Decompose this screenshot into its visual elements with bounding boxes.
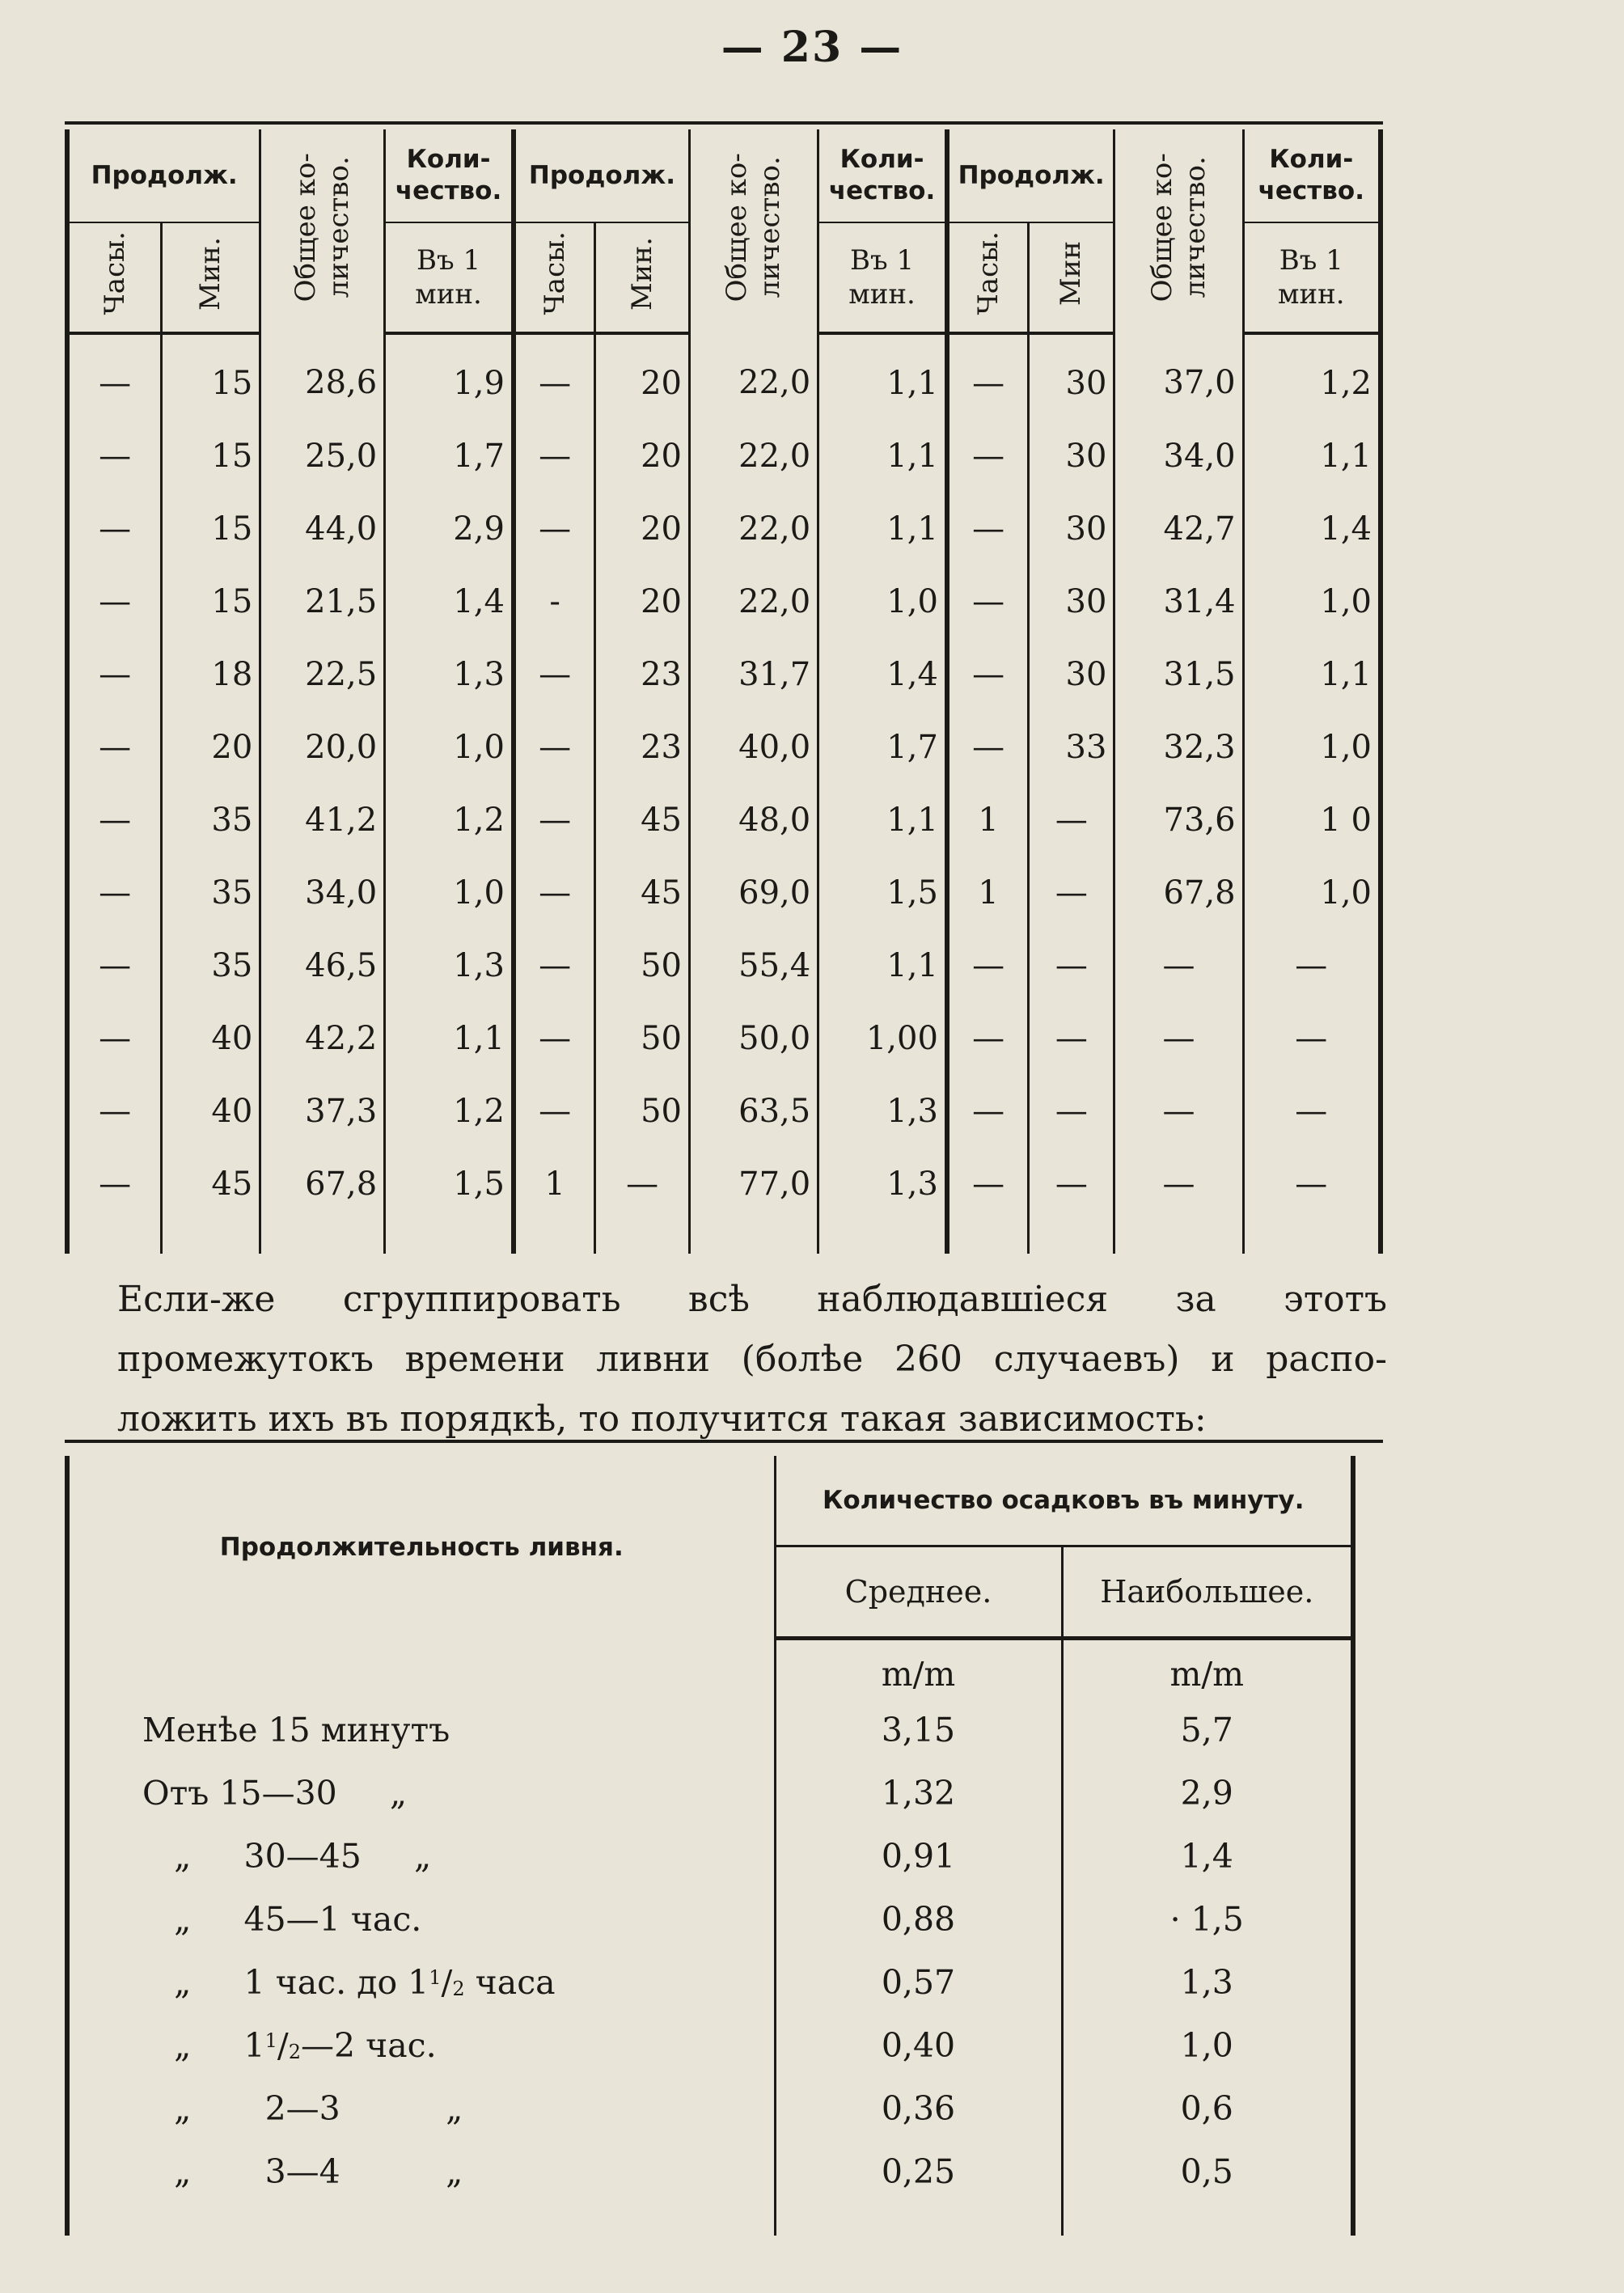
table-cell: 20,0 — [260, 711, 385, 784]
table-cell: 2,9 — [385, 493, 514, 565]
table-cell: 73,6 — [1114, 784, 1243, 857]
duration-label: Менѣе 15 минутъ — [67, 1699, 775, 1762]
header-max: Наибольшее. — [1062, 1546, 1353, 1639]
max-value: 0,5 — [1062, 2140, 1353, 2203]
max-value: 2,9 — [1062, 1762, 1353, 1825]
table-cell: 1,0 — [1243, 857, 1381, 929]
header-duration-3: Продолж. — [947, 129, 1114, 222]
table-cell: — — [67, 493, 162, 565]
table-cell: 48,0 — [690, 784, 818, 857]
table-cell: 50,0 — [690, 1002, 818, 1075]
header-amount-3: Коли-чество. — [1243, 129, 1381, 222]
header-amount-2: Коли-чество. — [818, 129, 947, 222]
table-spacer-cell — [947, 1221, 1029, 1254]
table-cell: 22,0 — [690, 565, 818, 638]
table-cell: — — [947, 420, 1029, 493]
table-cell: — — [1029, 1002, 1114, 1075]
table-cell: — — [514, 1075, 595, 1148]
table-cell: — — [947, 711, 1029, 784]
max-value: 1,0 — [1062, 2014, 1353, 2077]
table-cell: — — [1029, 784, 1114, 857]
table-row — [67, 1825, 1353, 1888]
mean-value: 0,36 — [775, 2077, 1062, 2140]
table-cell: — — [67, 1148, 162, 1221]
max-value: 5,7 — [1062, 1699, 1353, 1762]
max-value: 1,3 — [1062, 1951, 1353, 2014]
table-row — [67, 565, 1381, 638]
duration-label: „ 30—45 „ — [67, 1825, 775, 1888]
table-cell: 35 — [162, 929, 260, 1002]
table-cell: 1,2 — [385, 1075, 514, 1148]
table-cell: 42,2 — [260, 1002, 385, 1075]
table-cell: 21,5 — [260, 565, 385, 638]
table-cell: 15 — [162, 493, 260, 565]
table-cell: 1,1 — [818, 420, 947, 493]
table-cell: — — [1114, 929, 1243, 1002]
table-cell: — — [947, 1148, 1029, 1221]
header-precip-per-minute: Количество осадковъ въ минуту. — [775, 1456, 1353, 1546]
max-value: 0,6 — [1062, 2077, 1353, 2140]
table-cell: 31,4 — [1114, 565, 1243, 638]
table-cell: 1 — [947, 784, 1029, 857]
table-row — [67, 1888, 1353, 1951]
table-cell: — — [67, 784, 162, 857]
table-cell: 1 — [514, 1148, 595, 1221]
table-spacer-cell — [260, 1221, 385, 1254]
paragraph-line: Если-же сгруппировать всѣ наблюдавшіеся за этотъ — [117, 1279, 1387, 1320]
table-cell: 20 — [595, 565, 690, 638]
table-spacer-cell — [162, 1221, 260, 1254]
table-cell: 22,0 — [690, 493, 818, 565]
table-cell: — — [67, 1075, 162, 1148]
duration-label: „ 45—1 час. — [67, 1888, 775, 1951]
table-cell: 1,1 — [818, 929, 947, 1002]
table-cell: — — [1114, 1002, 1243, 1075]
paragraph — [117, 1270, 1387, 1449]
fraction-numerator: 1 — [264, 2029, 277, 2052]
table-cell: — — [1114, 1148, 1243, 1221]
table-cell: 1,00 — [818, 1002, 947, 1075]
table-cell: 1,5 — [385, 1148, 514, 1221]
table-cell: — — [1243, 1002, 1381, 1075]
table-cell: — — [514, 1002, 595, 1075]
table-cell: — — [514, 333, 595, 420]
mean-value: 3,15 — [775, 1699, 1062, 1762]
mean-value: 0,40 — [775, 2014, 1062, 2077]
rainfall-duration-rows — [67, 333, 1381, 1254]
table-cell: 1,0 — [818, 565, 947, 638]
table-cell: — — [1243, 929, 1381, 1002]
table-cell: 20 — [595, 420, 690, 493]
table-cell: 34,0 — [1114, 420, 1243, 493]
header-duration-1: Продолж. — [67, 129, 260, 222]
table-cell: 1,5 — [818, 857, 947, 929]
unit-mean: m/m — [775, 1639, 1062, 1699]
top-rule — [65, 121, 1383, 125]
header-mean: Среднее. — [775, 1546, 1062, 1639]
rainfall-duration-table — [65, 129, 1383, 1254]
table-cell: — — [1029, 857, 1114, 929]
table-cell: 41,2 — [260, 784, 385, 857]
table-cell: — — [67, 420, 162, 493]
table-spacer-cell — [1114, 1221, 1243, 1254]
table-cell: — — [514, 711, 595, 784]
units-spacer — [67, 1639, 775, 1699]
duration-label: „ 3—4 „ — [67, 2140, 775, 2203]
max-value: · 1,5 — [1062, 1888, 1353, 1951]
mean-value: 1,32 — [775, 1762, 1062, 1825]
header-total-1: Общее ко-личество. — [260, 129, 385, 333]
max-value: 1,4 — [1062, 1825, 1353, 1888]
table-cell: 1 0 — [1243, 784, 1381, 857]
page-number: — 23 — — [721, 23, 903, 72]
table-cell: 63,5 — [690, 1075, 818, 1148]
table-row — [67, 784, 1381, 857]
table-row — [67, 2077, 1353, 2140]
table-cell: 23 — [595, 711, 690, 784]
table-cell: 1,0 — [385, 857, 514, 929]
table-spacer-cell — [514, 1221, 595, 1254]
table-cell: 1,4 — [1243, 493, 1381, 565]
header-total-3: Общее ко-личество. — [1114, 129, 1243, 333]
table-cell: 30 — [1029, 565, 1114, 638]
duration-label-post: часа — [464, 1963, 556, 2002]
fraction-denominator: 2 — [288, 2041, 301, 2063]
header-hours-2: Часы. — [514, 222, 595, 334]
table-cell: 1,2 — [1243, 333, 1381, 420]
table-cell: 1,1 — [818, 784, 947, 857]
table-cell: — — [514, 493, 595, 565]
table-row — [67, 929, 1381, 1002]
header-minutes-2: Мин. — [595, 222, 690, 334]
table-cell: 1,1 — [1243, 420, 1381, 493]
table-cell: 1,3 — [818, 1148, 947, 1221]
table-cell: — — [947, 929, 1029, 1002]
table-cell: — — [1029, 929, 1114, 1002]
paragraph-line: промежутокъ времени ливни (болѣе 260 случаевъ) и распо- — [117, 1339, 1387, 1380]
table-cell: 23 — [595, 638, 690, 711]
table-cell: 50 — [595, 1075, 690, 1148]
table-cell: 1,0 — [385, 711, 514, 784]
table-cell: 1,1 — [1243, 638, 1381, 711]
table-row — [67, 493, 1381, 565]
table-cell: 55,4 — [690, 929, 818, 1002]
mean-value: 0,91 — [775, 1825, 1062, 1888]
table-spacer-cell — [385, 1221, 514, 1254]
table-cell: 20 — [162, 711, 260, 784]
header-per-min-2: Въ 1 мин. — [818, 222, 947, 334]
table-cell: 15 — [162, 420, 260, 493]
table-row — [67, 1762, 1353, 1825]
header-per-min-1: Въ 1 мин. — [385, 222, 514, 334]
table-cell: — — [67, 638, 162, 711]
header-minutes-1: Мин. — [162, 222, 260, 334]
table-cell: — — [67, 1002, 162, 1075]
table-row — [67, 1699, 1353, 1762]
table-cell: — — [947, 1075, 1029, 1148]
header-hours-3: Часы. — [947, 222, 1029, 334]
table-cell: 45 — [595, 857, 690, 929]
table-spacer-cell — [775, 2203, 1062, 2236]
table-cell: 28,6 — [260, 333, 385, 420]
table-row — [67, 1951, 1353, 2014]
table-cell: 1,2 — [385, 784, 514, 857]
table-cell: — — [1114, 1075, 1243, 1148]
duration-label: „ 2—3 „ — [67, 2077, 775, 2140]
table-row — [67, 1148, 1381, 1221]
table-cell: 37,3 — [260, 1075, 385, 1148]
table-cell: 1,3 — [818, 1075, 947, 1148]
table-cell: — — [514, 638, 595, 711]
table-cell: 50 — [595, 929, 690, 1002]
table-cell: 45 — [595, 784, 690, 857]
table-spacer-cell — [818, 1221, 947, 1254]
table-cell: 34,0 — [260, 857, 385, 929]
table-cell: 30 — [1029, 638, 1114, 711]
header-minutes-3: Мин — [1029, 222, 1114, 334]
table-cell: 1,4 — [385, 565, 514, 638]
table-cell: 15 — [162, 333, 260, 420]
header-hours-1: Часы. — [67, 222, 162, 334]
table-cell: 1,7 — [818, 711, 947, 784]
table-cell: — — [67, 711, 162, 784]
unit-max: m/m — [1062, 1639, 1353, 1699]
table-cell: — — [514, 420, 595, 493]
duration-label — [67, 2014, 775, 2077]
table-cell: 30 — [1029, 420, 1114, 493]
table-row — [67, 2140, 1353, 2203]
header-total-2: Общее ко-личество. — [690, 129, 818, 333]
table-cell: 46,5 — [260, 929, 385, 1002]
table-spacer-cell — [1029, 1221, 1114, 1254]
table-cell: — — [947, 638, 1029, 711]
table-cell: 40 — [162, 1075, 260, 1148]
duration-label: Отъ 15—30 „ — [67, 1762, 775, 1825]
table-cell: 1,1 — [385, 1002, 514, 1075]
table-cell: 1,1 — [818, 493, 947, 565]
table-spacer-row — [67, 2203, 1353, 2236]
table-cell: 20 — [595, 493, 690, 565]
table-spacer-cell — [1243, 1221, 1381, 1254]
table-cell: 40 — [162, 1002, 260, 1075]
table-spacer-cell — [1062, 2203, 1353, 2236]
mean-value: 0,88 — [775, 1888, 1062, 1951]
header-duration-2: Продолж. — [514, 129, 690, 222]
bottom-table-rule — [65, 1440, 1383, 1443]
fraction-denominator: 2 — [452, 1978, 465, 2000]
mean-value: 0,25 — [775, 2140, 1062, 2203]
table-cell: 1,0 — [1243, 711, 1381, 784]
duration-label-pre: „ 1 — [142, 2026, 265, 2065]
table-spacer-cell — [67, 1221, 162, 1254]
table-cell: — — [67, 565, 162, 638]
table-cell: 1,0 — [1243, 565, 1381, 638]
table-cell: 31,5 — [1114, 638, 1243, 711]
header-rain-duration: Продолжительность ливня. — [67, 1456, 775, 1639]
table-cell: 1,3 — [385, 929, 514, 1002]
table-cell: — — [1243, 1148, 1381, 1221]
table-cell: 22,5 — [260, 638, 385, 711]
fraction-numerator: 1 — [429, 1966, 442, 1989]
table-spacer-cell — [67, 2203, 775, 2236]
table-cell: — — [514, 784, 595, 857]
table-row — [67, 2014, 1353, 2077]
duration-label-post: —2 час. — [300, 2026, 437, 2065]
table-cell: 1 — [947, 857, 1029, 929]
table-cell: — — [514, 929, 595, 1002]
intensity-summary-rows — [67, 1699, 1353, 2236]
table-spacer-row — [67, 1221, 1381, 1254]
fraction-slash: / — [277, 2026, 289, 2065]
table-cell: — — [595, 1148, 690, 1221]
table-cell: 50 — [595, 1002, 690, 1075]
table-cell: — — [1029, 1075, 1114, 1148]
table-cell: — — [1243, 1075, 1381, 1148]
table-row — [67, 333, 1381, 420]
table-cell: — — [67, 333, 162, 420]
table-cell: 1,1 — [818, 333, 947, 420]
table-cell: 18 — [162, 638, 260, 711]
duration-label-pre: „ 1 час. до 1 — [142, 1963, 429, 2002]
table-spacer-cell — [595, 1221, 690, 1254]
table-cell: 67,8 — [1114, 857, 1243, 929]
table-spacer-cell — [690, 1221, 818, 1254]
table-row — [67, 638, 1381, 711]
table-cell: 30 — [1029, 333, 1114, 420]
table-cell: — — [67, 857, 162, 929]
table-row — [67, 420, 1381, 493]
table-cell: 42,7 — [1114, 493, 1243, 565]
table-cell: — — [947, 333, 1029, 420]
table-cell: 30 — [1029, 493, 1114, 565]
table-cell: 1,9 — [385, 333, 514, 420]
paragraph-line: ложить ихъ въ порядкѣ, то получится такая зависимость: — [117, 1398, 1207, 1440]
table-cell: 45 — [162, 1148, 260, 1221]
intensity-summary-table — [65, 1456, 1355, 2236]
table-cell: — — [947, 493, 1029, 565]
table-cell: 32,3 — [1114, 711, 1243, 784]
table-cell: — — [514, 857, 595, 929]
table-cell: 44,0 — [260, 493, 385, 565]
table-cell: — — [947, 1002, 1029, 1075]
table-row — [67, 1075, 1381, 1148]
table-cell: 33 — [1029, 711, 1114, 784]
duration-label — [67, 1951, 775, 2014]
table-row — [67, 857, 1381, 929]
table-cell: 77,0 — [690, 1148, 818, 1221]
fraction-slash: / — [441, 1963, 453, 2002]
mean-value: 0,57 — [775, 1951, 1062, 2014]
table-cell: 1,3 — [385, 638, 514, 711]
table-cell: 1,7 — [385, 420, 514, 493]
table-cell: - — [514, 565, 595, 638]
table-cell: 22,0 — [690, 420, 818, 493]
table-cell: — — [1029, 1148, 1114, 1221]
table-row — [67, 1002, 1381, 1075]
table-cell: 31,7 — [690, 638, 818, 711]
table-row — [67, 711, 1381, 784]
table-cell: 22,0 — [690, 333, 818, 420]
table-cell: 40,0 — [690, 711, 818, 784]
table-cell: — — [67, 929, 162, 1002]
table-cell: 25,0 — [260, 420, 385, 493]
table-cell: 69,0 — [690, 857, 818, 929]
header-per-min-3: Въ 1 мин. — [1243, 222, 1381, 334]
table-cell: 35 — [162, 784, 260, 857]
table-cell: 15 — [162, 565, 260, 638]
table-cell: 37,0 — [1114, 333, 1243, 420]
table-cell: 20 — [595, 333, 690, 420]
table-cell: 1,4 — [818, 638, 947, 711]
table-cell: 67,8 — [260, 1148, 385, 1221]
table-cell: — — [947, 565, 1029, 638]
header-amount-1: Коли-чество. — [385, 129, 514, 222]
table-cell: 35 — [162, 857, 260, 929]
